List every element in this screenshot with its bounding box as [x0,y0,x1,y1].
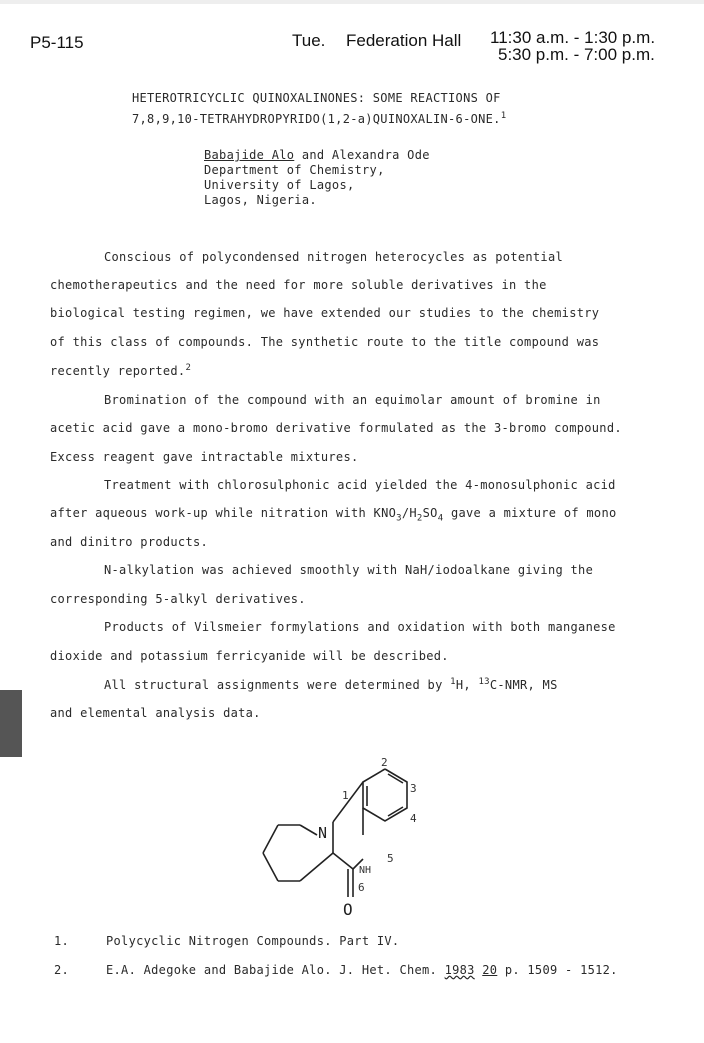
scan-edge-mark [0,690,22,757]
footnote-2-year: 1983 [444,963,475,977]
p3-mid: /H [401,506,417,520]
pip-bond-6 [300,853,333,881]
position-6: 6 [358,881,365,894]
p6-c: C-NMR, MS [489,678,558,692]
footnote-1-num: 1. [54,934,70,948]
p3-sub2: 2 [416,513,423,524]
footnote-2-pages: p. 1509 - 1512. [497,963,618,977]
p3-line2 [50,506,617,523]
presenting-author: Babajide Alo [204,148,295,162]
p1-ref: 2 [185,363,192,373]
title-ref: 1 [500,111,507,121]
structure-bonds [263,769,407,897]
affiliation-city: Lagos, Nigeria. [204,193,317,207]
title-line-2-text: 7,8,9,10-TETRAHYDROPYRIDO(1,2-a)QUINOXALIN-6-ONE. [132,112,501,126]
p1-line5 [50,363,191,378]
ring-nitrogen: N [318,824,328,842]
p3-line2-a: after aqueous work-up while nitration with KNO [50,506,397,520]
position-5: 5 [387,852,394,865]
p6-b: H, [455,678,479,692]
footnote-1-text: Polycyclic Nitrogen Compounds. Part IV. [106,934,400,948]
p6-line1 [104,677,558,692]
p2-line2: acetic acid gave a mono-bromo derivative formulated as the 3-bromo compound. [50,421,622,435]
p4-line1: N-alkylation was achieved smoothly with NaH/iodoalkane giving the [104,563,594,577]
p1-line3: biological testing regimen, we have extended our studies to the chemistry [50,306,600,320]
p3-sub3: 4 [437,513,444,524]
position-3: 3 [410,782,417,795]
position-2: 2 [381,756,388,769]
authors [204,148,430,162]
abstract-code: P5-115 [30,33,84,52]
p1-line5-text: recently reported. [50,364,186,378]
co-author: and Alexandra Ode [294,148,430,162]
benzene-ring [363,769,407,821]
session-venue: Federation Hall [346,31,462,50]
footnote-2-num: 2. [54,963,70,977]
p3-sub1: 3 [396,513,402,524]
position-4: 4 [410,812,417,825]
p2-line3: Excess reagent gave intractable mixtures. [50,450,359,464]
p6-sup1: 1 [450,677,456,687]
pip-bond-1 [300,825,317,835]
affiliation-univ: University of Lagos, [204,178,355,192]
p1-line4: of this class of compounds. The synthetic route to the title compound was [50,335,600,349]
bond-c6a-c6 [333,853,353,869]
p5-line2: dioxide and potassium ferricyanide will be described. [50,649,449,663]
p4-line2: corresponding 5-alkyl derivatives. [50,592,306,606]
chemical-structure [250,755,450,920]
session-time-2: 5:30 p.m. - 7:00 p.m. [498,45,655,64]
p2-line1: Bromination of the compound with an equimolar amount of bromine in [104,393,601,407]
session-day: Tue. [292,31,326,50]
affiliation-dept: Department of Chemistry, [204,163,385,177]
p6-a: All structural assignments were determined by [104,678,451,692]
scan-edge [0,0,704,4]
nh-group: NH [359,865,372,876]
bond-c-n10 [333,782,363,822]
pip-bond-4 [263,853,278,881]
p3-line1: Treatment with chlorosulphonic acid yielded the 4-monosulphonic acid [104,478,616,492]
session-time-1: 11:30 a.m. - 1:30 p.m. [490,28,656,47]
p3-so: SO [422,506,438,520]
p5-line1: Products of Vilsmeier formylations and oxidation with both manganese [104,620,616,634]
title-line-1: HETEROTRICYCLIC QUINOXALINONES: SOME REACTIONS OF [132,91,501,105]
footnote-2-text [106,963,618,977]
position-1: 1 [342,789,349,802]
p6-line2: and elemental analysis data. [50,706,261,720]
footnote-2-volume: 20 [482,963,498,977]
p1-line1: Conscious of polycondensed nitrogen heterocycles as potential [104,250,564,264]
p3-line3: and dinitro products. [50,535,209,549]
p3-line2-b: gave a mixture of mono [443,506,617,520]
p1-line2: chemotherapeutics and the need for more soluble derivatives in the [50,278,547,292]
title-line-2 [132,111,506,126]
footnote-2-authors: E.A. Adegoke and Babajide Alo. J. Het. Chem. [106,963,445,977]
carbonyl-oxygen: O [343,900,353,919]
pip-bond-3 [263,825,278,853]
p6-sup2: 13 [478,677,490,687]
